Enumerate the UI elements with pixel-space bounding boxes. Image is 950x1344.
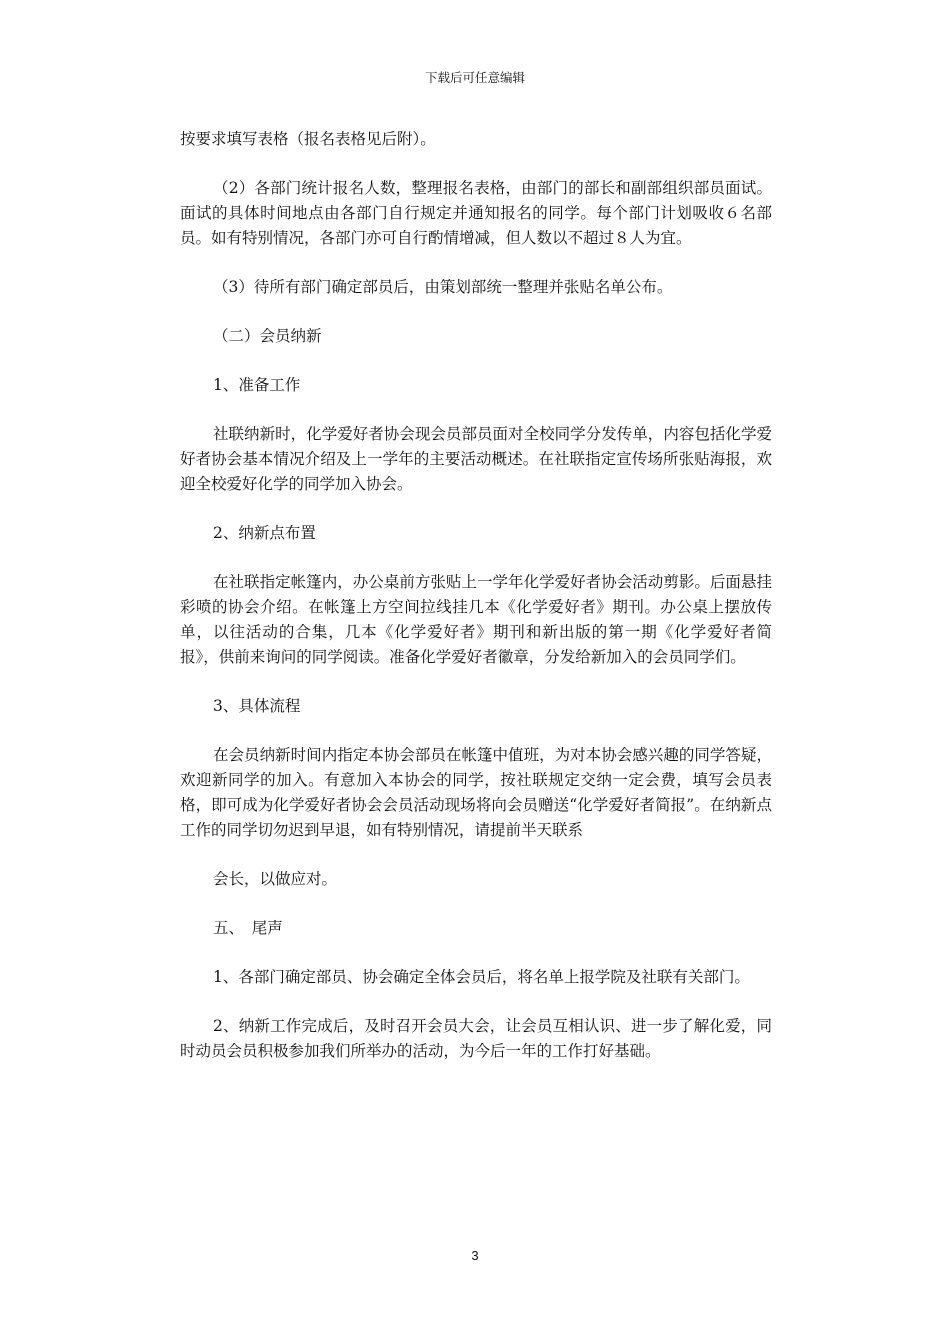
paragraph-epilogue-1: 1、各部门确定部员、协会确定全体会员后，将名单上报学院及社联有关部门。 <box>213 968 750 986</box>
subheading-preparation: 1、准备工作 <box>213 376 301 394</box>
paragraph-2: （2）各部门统计报名人数，整理报名表格，由部门的部长和副部组织部员面试。面试的具体时间地点由各部门自行规定并通知报名的同学。每个部门计划吸收６名部员。如有特别情况，各部门亦可自行酌情增减，但人数以不超过８人为宜。 <box>180 179 772 247</box>
paragraph-booth-setup: 在社联指定帐篷内，办公桌前方张贴上一学年化学爱好者协会活动剪影。后面悬挂彩喷的协会介绍。在帐篷上方空间拉线挂几本《化学爱好者》期刊。办公桌上摆放传单，以往活动的合集，几本《化学爱好者》期刊和新出版的第一期《化学爱好者简报》，供前来询问的同学阅读。准备化学爱好者徽章，分发给新加入的会员同学们。 <box>180 573 772 666</box>
page-number: 3 <box>471 1248 479 1263</box>
page-header: 下载后可任意编辑 <box>424 70 525 85</box>
paragraph-3: （3）待所有部门确定部员后，由策划部统一整理并张贴名单公布。 <box>213 278 673 296</box>
paragraph-process: 在会员纳新时间内指定本协会部员在帐篷中值班，为对本协会感兴趣的同学答疑，欢迎新同学的加入。有意加入本协会的同学，按社联规定交纳一定会费，填写会员表格，即可成为化学爱好者协会会员活动现场将向会员赠送“化学爱好者简报”。在纳新点工作的同学切勿迟到早退，如有特别情况，请提前半天联系 <box>180 746 772 839</box>
paragraph-1: 按要求填写表格（报名表格见后附）。 <box>180 130 436 148</box>
document-body <box>180 127 772 1088</box>
section-heading-epilogue: 五、 尾声 <box>213 919 283 937</box>
subheading-process: 3、具体流程 <box>213 697 301 715</box>
paragraph-process-continued: 会长，以做应对。 <box>213 870 338 888</box>
paragraph-epilogue-2: 2、纳新工作完成后，及时召开会员大会，让会员互相认识、进一步了解化爱，同时动员会员积极参加我们所举办的活动，为今后一年的工作打好基础。 <box>180 1017 772 1060</box>
section-heading-member-recruitment: （二）会员纳新 <box>213 327 322 345</box>
subheading-booth-setup: 2、纳新点布置 <box>213 524 316 542</box>
paragraph-preparation: 社联纳新时，化学爱好者协会现会员部员面对全校同学分发传单，内容包括化学爱好者协会基本情况介绍及上一学年的主要活动概述。在社联指定宣传场所张贴海报，欢迎全校爱好化学的同学加入协会。 <box>180 425 772 493</box>
